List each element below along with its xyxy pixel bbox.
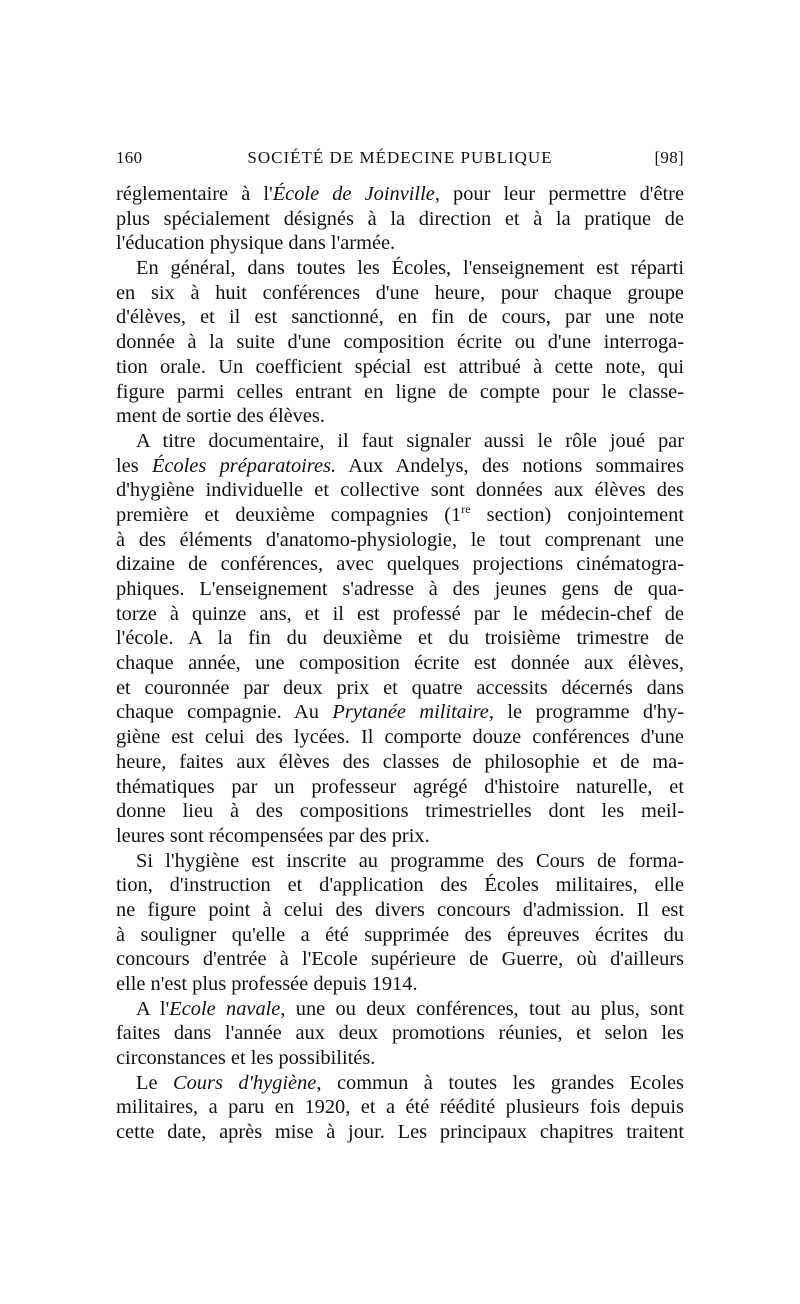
text-segment: section) conjointement [470,503,684,526]
text-segment: Aux Andelys, des notions sommaires [336,454,684,477]
text-line [116,256,684,281]
text-segment: , le programme d'hy- [488,701,684,724]
text-line [116,947,684,972]
text-segment: giène est celui des lycées. Il comporte douze conférences d'une [116,726,684,749]
italic-text: Prytanée militaire [332,701,489,724]
text-line [116,231,684,256]
text-line [116,330,684,355]
text-segment: d'hygiène individuelle et collective sont données aux élèves des [116,479,684,502]
text-segment: militaires, a paru en 1920, et a été réédité plusieurs fois depuis [116,1096,684,1119]
text-segment: ne figure point à celui des divers concours d'admission. Il est [116,898,684,921]
text-line [116,478,684,503]
text-segment: tion, d'instruction et d'application des Écoles militaires, elle [116,874,684,897]
text-segment: donnée à la suite d'une composition écrite ou d'une interroga- [116,331,684,354]
text-line [116,503,684,528]
text-segment: tion orale. Un coefficient spécial est attribué à cette note, qui [116,355,684,378]
body-text [116,182,684,1145]
text-segment: phiques. L'enseignement s'adresse à des jeunes gens de qua- [116,578,684,600]
running-title: SOCIÉTÉ DE MÉDECINE PUBLIQUE [247,148,553,167]
text-line [116,651,684,676]
text-segment: leures sont récompensées par des prix. [116,824,430,847]
text-segment: A titre documentaire, il faut signaler aussi le rôle joué par [136,429,684,452]
text-segment: à des éléments d'anatomo-physiologie, le tout comprenant une [116,528,684,551]
italic-text: Cours d'hygiène [173,1071,317,1094]
text-segment: faites dans l'année aux deux promotions réunies, et selon les [116,1022,684,1045]
text-segment: thématiques par un professeur agrégé d'histoire naturelle, et [116,775,684,798]
text-line [116,1120,684,1145]
text-line [116,1095,684,1120]
text-line [116,182,684,207]
text-line [116,676,684,701]
text-segment: circonstances et les possibilités. [116,1047,376,1070]
text-segment: A l' [136,997,170,1020]
text-line [116,898,684,923]
text-line [116,700,684,725]
text-line [116,997,684,1022]
text-line [116,923,684,948]
text-segment: Si l'hygiène est inscrite au programme des Cours de forma- [136,849,684,872]
text-line [116,207,684,232]
text-segment: réglementaire à l' [116,183,273,205]
text-segment: En général, dans toutes les Écoles, l'enseignement est réparti [136,257,684,280]
text-segment: torze à quinze ans, et il est professé par le médecin-chef de [116,602,684,625]
italic-text: Écoles préparatoires. [151,454,337,477]
text-segment: d'élèves, et il est sanctionné, en fin de cours, par une note [116,306,684,329]
text-line [116,1021,684,1046]
text-segment: première et deuxième compagnies (1 [116,503,462,526]
text-segment: dizaine de conférences, avec quelques projections cinématogra- [116,553,684,576]
text-segment: et couronnée par deux prix et quatre accessits décernés dans [116,676,684,699]
page-number: 160 [116,148,143,167]
text-segment: heure, faites aux élèves des classes de philosophie et de ma- [116,750,684,773]
text-segment: en six à huit conférences d'une heure, pour chaque groupe [116,281,684,304]
page-reference: [98] [654,148,684,167]
text-line [116,602,684,627]
page-header [116,148,684,176]
text-line [116,355,684,380]
text-segment: à souligner qu'elle a été supprimée des épreuves écrites du [116,923,684,946]
italic-text: Ecole navale [169,997,281,1020]
text-segment: , commun à toutes les grandes Ecoles [316,1071,684,1094]
text-segment: plus spécialement désignés à la direction et à la pratique de [116,207,684,230]
text-line [116,799,684,824]
text-line [116,626,684,651]
text-line [116,873,684,898]
text-segment: concours d'entrée à l'Ecole supérieure de Guerre, où d'ailleurs [116,948,684,971]
text-segment: l'école. A la fin du deuxième et du troisième trimestre de [116,627,684,650]
text-line [116,404,684,429]
text-segment: figure parmi celles entrant en ligne de compte pour le classe- [116,380,684,403]
text-segment: l'éducation physique dans l'armée. [116,232,396,255]
text-line [116,454,684,479]
text-line [116,775,684,800]
italic-text: École de Joinville [272,183,435,205]
text-line [116,750,684,775]
text-segment: , une ou deux conférences, tout au plus, sont [280,997,684,1020]
text-segment: elle n'est plus professée depuis 1914. [116,973,418,995]
text-line [116,305,684,330]
text-line [116,281,684,306]
text-line [116,849,684,874]
text-line [116,380,684,405]
text-segment: donne lieu à des compositions trimestrielles dont les meil- [116,800,684,823]
text-segment: chaque année, une composition écrite est donnée aux élèves, [116,652,684,675]
text-line [116,429,684,454]
text-segment: , pour leur permettre d'être [434,183,684,205]
text-line [116,528,684,553]
text-line [116,824,684,849]
text-segment: les [116,454,152,477]
text-line [116,577,684,602]
superscript-text: re [461,502,471,517]
text-line [116,725,684,750]
text-segment: ment de sortie des élèves. [116,405,325,428]
text-segment: chaque compagnie. Au [116,701,333,724]
text-segment: cette date, après mise à jour. Les principaux chapitres traitent [116,1121,684,1144]
text-line [116,1046,684,1071]
text-line [116,1071,684,1096]
text-segment: Le [136,1071,174,1094]
text-line [116,552,684,577]
text-line [116,972,684,997]
